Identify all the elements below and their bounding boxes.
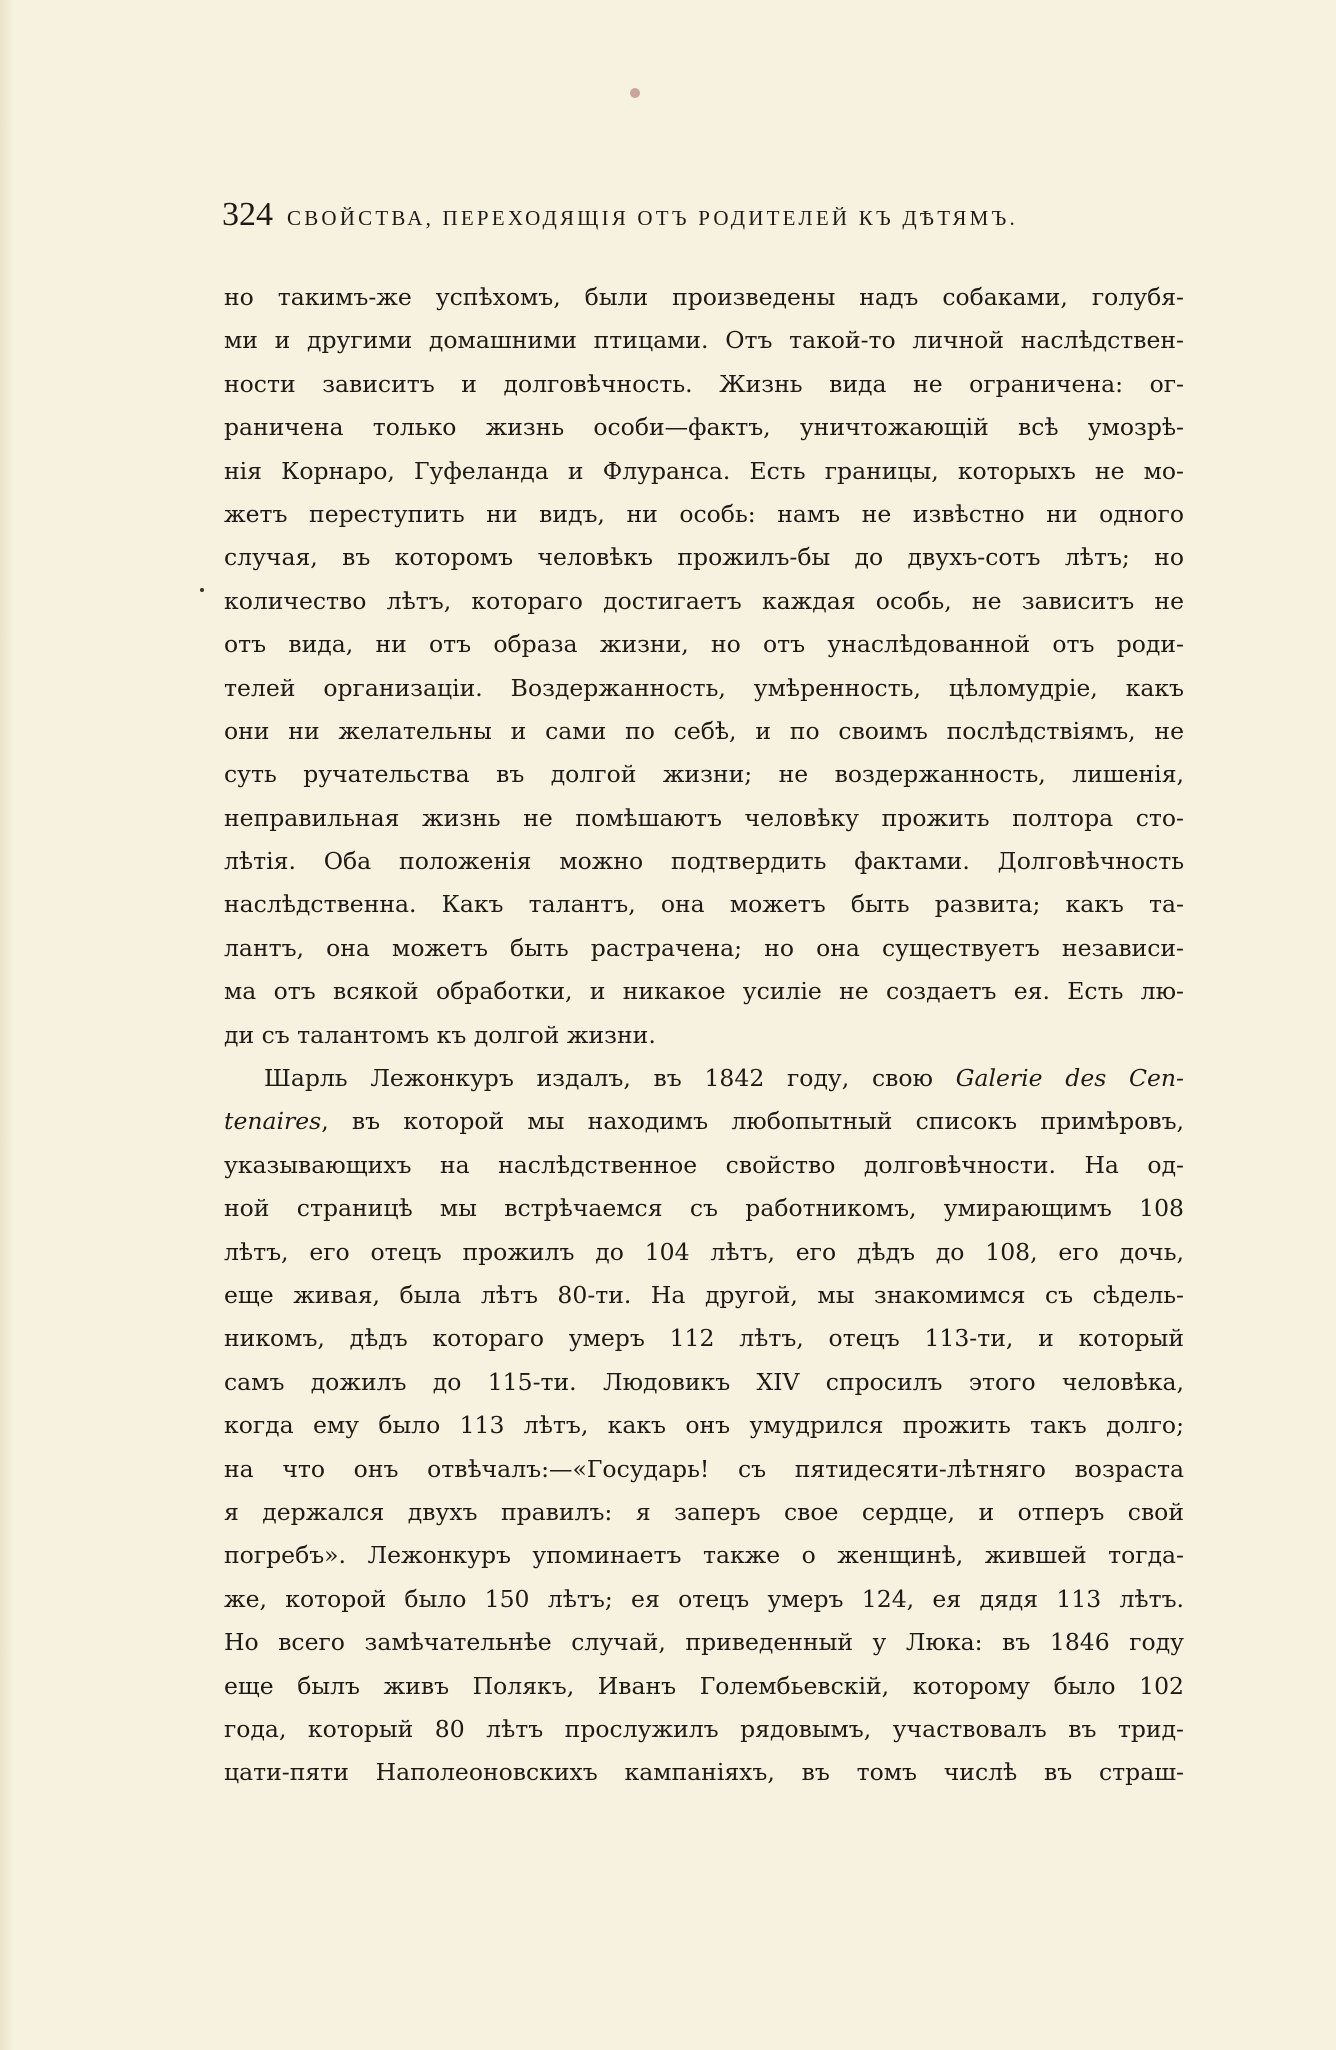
text-line: количество лѣтъ, котораго достигаетъ каждая особь, не зависитъ не bbox=[224, 586, 1184, 615]
text-line: раничена только жизнь особи—фактъ, уничтожающій всѣ умозрѣ- bbox=[224, 413, 1184, 442]
body-text bbox=[224, 276, 1184, 1795]
text-line: Но всего замѣчательнѣе случай, приведенный у Люка: въ 1846 году bbox=[224, 1628, 1184, 1657]
text-line: ной страницѣ мы встрѣчаемся съ работникомъ, умирающимъ 108 bbox=[224, 1194, 1184, 1223]
running-head bbox=[222, 196, 1182, 246]
text-line: цати-пяти Наполеоновскихъ кампаніяхъ, въ томъ числѣ въ страш- bbox=[224, 1758, 1184, 1787]
text-line: телей организаціи. Воздержанность, умѣренность, цѣломудріе, какъ bbox=[224, 673, 1184, 702]
text-line: никомъ, дѣдъ котораго умеръ 112 лѣтъ, отецъ 113-ти, и который bbox=[224, 1324, 1184, 1353]
paragraph-2 bbox=[224, 1057, 1184, 1795]
ink-dot bbox=[630, 88, 640, 98]
text-line: же, которой было 150 лѣтъ; ея отецъ умеръ 124, ея дядя 113 лѣтъ. bbox=[224, 1584, 1184, 1613]
page-number: 324 bbox=[222, 196, 273, 233]
text-line: случая, въ которомъ человѣкъ прожилъ-бы до двухъ-сотъ лѣтъ; но bbox=[224, 543, 1184, 572]
text-line: жетъ переступить ни видъ, ни особь: намъ не извѣстно ни одного bbox=[224, 499, 1184, 528]
text-run: , въ которой мы находимъ любопытный списокъ примѣровъ, bbox=[321, 1107, 1184, 1136]
text-line: лѣтія. Оба положенія можно подтвердить фактами. Долговѣчность bbox=[224, 847, 1184, 876]
text-line: года, который 80 лѣтъ прослужилъ рядовымъ, участвовалъ въ трид- bbox=[224, 1714, 1184, 1743]
book-title-italic: Galerie des Cen- bbox=[955, 1064, 1184, 1093]
text-line: наслѣдственна. Какъ талантъ, она можетъ быть развита; какъ та- bbox=[224, 890, 1184, 919]
text-line: ми и другими домашними птицами. Отъ такой-то личной наслѣдствен- bbox=[224, 326, 1184, 355]
text-line: отъ вида, ни отъ образа жизни, но отъ унаслѣдованной отъ роди- bbox=[224, 630, 1184, 659]
text-line: еще живая, была лѣтъ 80-ти. На другой, мы знакомимся съ сѣдель- bbox=[224, 1280, 1184, 1309]
text-line: погребъ». Лежонкуръ упоминаетъ также о женщинѣ, жившей тогда- bbox=[224, 1541, 1184, 1570]
text-line: суть ручательства въ долгой жизни; не воздержанность, лишенія, bbox=[224, 760, 1184, 789]
running-title: СВОЙСТВА, ПЕРЕХОДЯЩІЯ ОТЪ РОДИТЕЛЕЙ КЪ ДѢТЯМЪ. bbox=[287, 206, 1018, 230]
page-edge-shadow bbox=[0, 0, 14, 2050]
text-line: еще былъ живъ Полякъ, Иванъ Голембьевскій, которому было 102 bbox=[224, 1671, 1184, 1700]
text-line: я держался двухъ правилъ: я заперъ свое сердце, и отперъ свой bbox=[224, 1497, 1184, 1526]
text-line: указывающихъ на наслѣдственное свойство долговѣчности. На од- bbox=[224, 1150, 1184, 1179]
text-line: лѣтъ, его отецъ прожилъ до 104 лѣтъ, его дѣдъ до 108, его дочь, bbox=[224, 1237, 1184, 1266]
text-line: ди съ талантомъ къ долгой жизни. bbox=[224, 1020, 656, 1049]
text-line: ности зависитъ и долговѣчность. Жизнь вида не ограничена: ог- bbox=[224, 369, 1184, 398]
text-line: неправильная жизнь не помѣшаютъ человѣку прожить полтора сто- bbox=[224, 803, 1184, 832]
text-line: лантъ, она можетъ быть растрачена; но она существуетъ независи- bbox=[224, 933, 1184, 962]
text-line: они ни желательны и сами по себѣ, и по своимъ послѣдствіямъ, не bbox=[224, 716, 1184, 745]
text-line: самъ дожилъ до 115-ти. Людовикъ XIV спросилъ этого человѣка, bbox=[224, 1367, 1184, 1396]
text-line bbox=[224, 1100, 1184, 1143]
stray-ink-mark bbox=[200, 588, 204, 592]
text-line: ма отъ всякой обработки, и никакое усиліе не создаетъ ея. Есть лю- bbox=[224, 977, 1184, 1006]
paragraph-1 bbox=[224, 276, 1184, 1057]
text-line: когда ему было 113 лѣтъ, какъ онъ умудрился прожить такъ долго; bbox=[224, 1411, 1184, 1440]
text-line bbox=[224, 1057, 1184, 1100]
text-line: нія Корнаро, Гуфеланда и Флуранса. Есть границы, которыхъ не мо- bbox=[224, 456, 1184, 485]
text-line: но такимъ-же успѣхомъ, были произведены надъ собаками, голубя- bbox=[224, 283, 1184, 311]
text-run: Шарль Лежонкуръ издалъ, въ 1842 году, свою bbox=[264, 1064, 956, 1093]
book-title-italic: tenaires bbox=[224, 1107, 322, 1136]
text-line: на что онъ отвѣчалъ:—«Государь! съ пятидесяти-лѣтняго возраста bbox=[224, 1454, 1184, 1483]
